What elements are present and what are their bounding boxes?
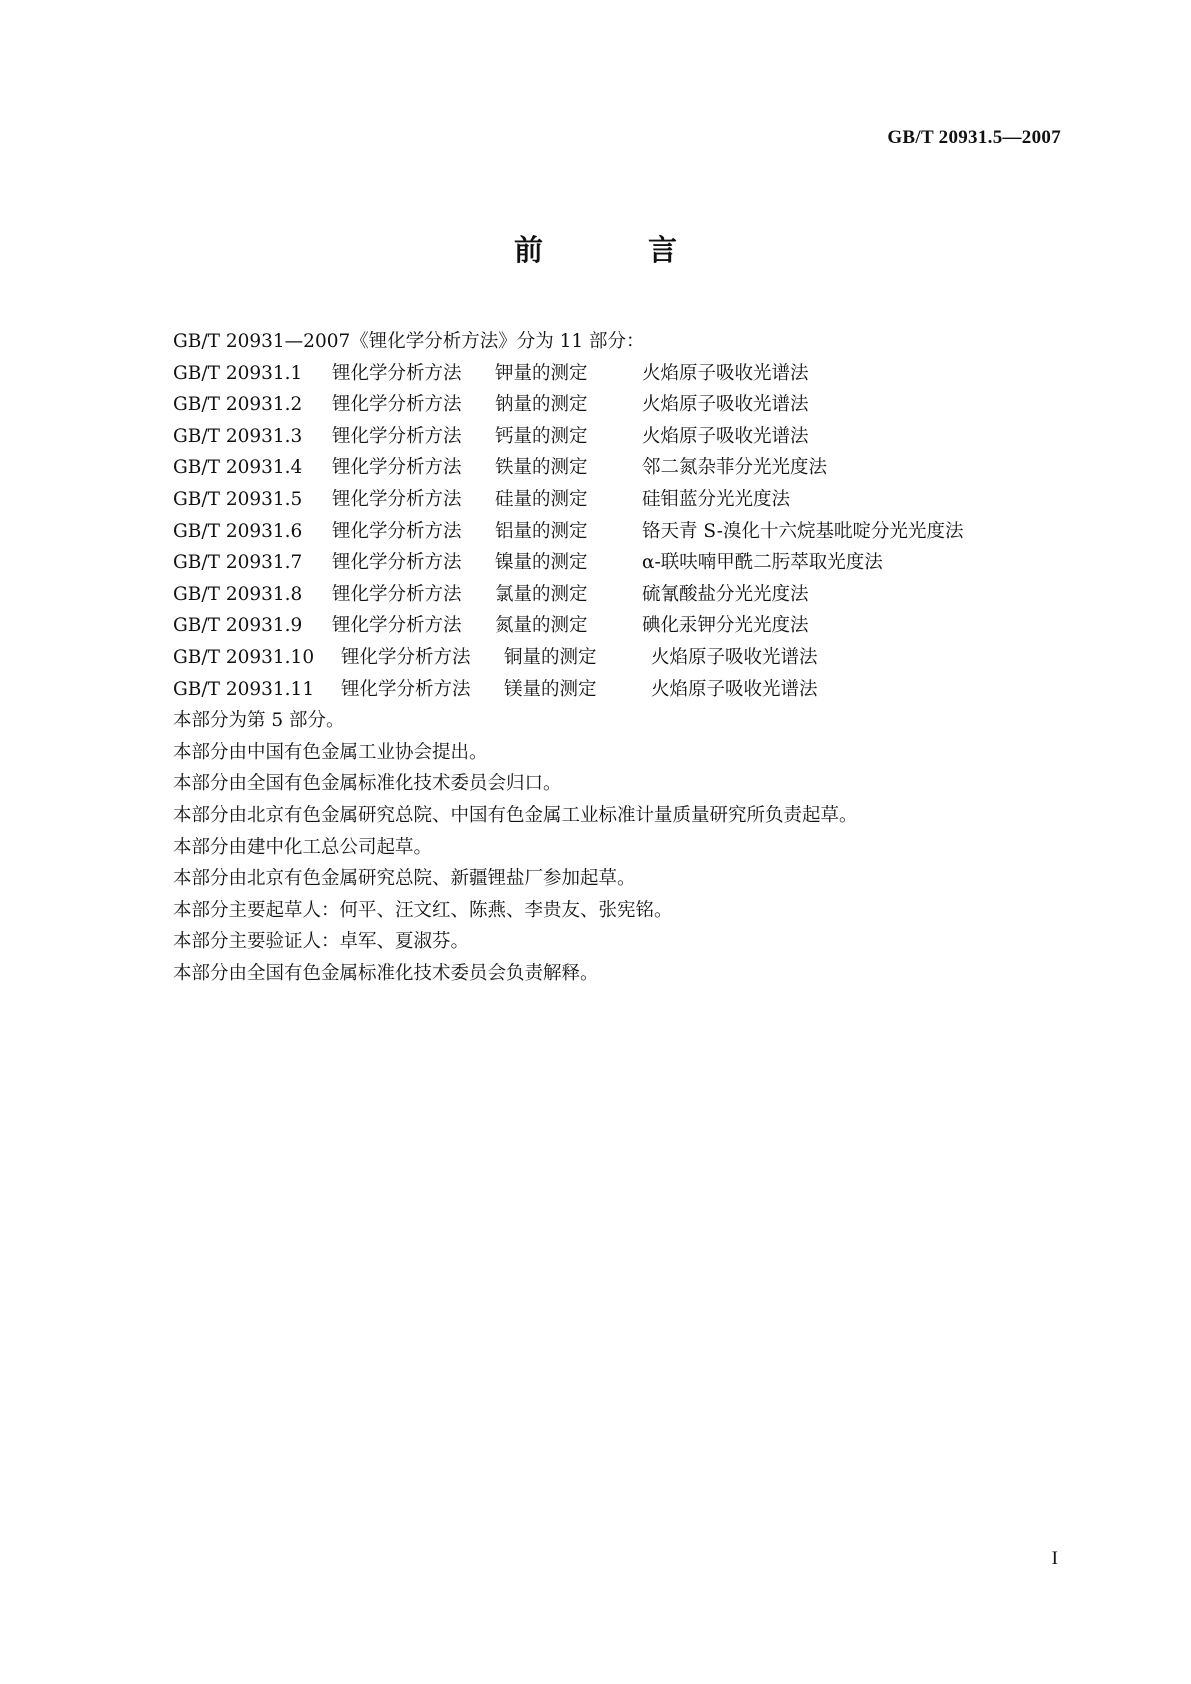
part-code: GB/T 20931.9 xyxy=(173,615,303,637)
list-item xyxy=(173,579,1073,611)
statement-line: 本部分由中国有色金属工业协会提出。 xyxy=(173,741,488,763)
part-method: 锂化学分析方法 xyxy=(332,615,462,637)
part-technique: 邻二氮杂菲分光光度法 xyxy=(642,457,828,479)
part-technique: 火焰原子吸收光谱法 xyxy=(642,362,809,384)
part-item: 镁量的测定 xyxy=(504,678,597,700)
part-item: 铜量的测定 xyxy=(504,646,597,668)
page-title: 前 言 xyxy=(513,233,715,267)
part-item: 氮量的测定 xyxy=(495,615,588,637)
statement-line: 本部分由北京有色金属研究总院、中国有色金属工业标准计量质量研究所负责起草。 xyxy=(173,804,858,826)
list-item xyxy=(173,358,1073,390)
part-item: 氯量的测定 xyxy=(495,583,588,605)
part-code: GB/T 20931.10 xyxy=(173,646,315,668)
part-item: 钾量的测定 xyxy=(495,362,588,384)
part-method: 锂化学分析方法 xyxy=(332,583,462,605)
statement-line: 本部分为第 5 部分。 xyxy=(173,710,345,732)
part-method: 锂化学分析方法 xyxy=(341,646,471,668)
part-technique: 碘化汞钾分光光度法 xyxy=(642,615,809,637)
list-item xyxy=(173,484,1073,516)
part-item: 镍量的测定 xyxy=(495,552,588,574)
part-code: GB/T 20931.7 xyxy=(173,552,303,574)
statement-line: 本部分由北京有色金属研究总院、新疆锂盐厂参加起草。 xyxy=(173,868,636,890)
part-method: 锂化学分析方法 xyxy=(341,678,471,700)
part-technique: 火焰原子吸收光谱法 xyxy=(651,678,818,700)
part-technique: 火焰原子吸收光谱法 xyxy=(642,425,809,447)
part-code: GB/T 20931.2 xyxy=(173,394,303,416)
statements-list xyxy=(173,705,1073,989)
part-technique: α-联呋喃甲酰二肟萃取光度法 xyxy=(642,552,883,574)
part-code: GB/T 20931.5 xyxy=(173,488,303,510)
list-item xyxy=(173,389,1073,421)
part-item: 钙量的测定 xyxy=(495,425,588,447)
part-technique: 硫氰酸盐分光光度法 xyxy=(642,583,809,605)
part-method: 锂化学分析方法 xyxy=(332,457,462,479)
part-technique: 火焰原子吸收光谱法 xyxy=(651,646,818,668)
foreword-body xyxy=(173,326,1073,989)
list-item xyxy=(173,610,1073,642)
statement-line: 本部分由全国有色金属标准化技术委员会负责解释。 xyxy=(173,962,599,984)
page-number: I xyxy=(1051,1548,1058,1569)
statement-line: 本部分主要验证人：卓军、夏淑芬。 xyxy=(173,931,470,953)
standard-code: GB/T 20931.5—2007 xyxy=(887,127,1061,148)
list-item xyxy=(173,421,1073,453)
statement-line: 本部分由全国有色金属标准化技术委员会归口。 xyxy=(173,773,562,795)
intro-line: GB/T 20931—2007《锂化学分析方法》分为 11 部分： xyxy=(173,331,645,352)
part-method: 锂化学分析方法 xyxy=(332,520,462,542)
list-item xyxy=(173,516,1073,548)
part-technique: 硅钼蓝分光光度法 xyxy=(642,488,791,510)
part-technique: 铬天青 S-溴化十六烷基吡啶分光光度法 xyxy=(642,520,964,542)
statement-line: 本部分主要起草人：何平、汪文红、陈燕、李贵友、张宪铭。 xyxy=(173,899,673,921)
statement-line: 本部分由建中化工总公司起草。 xyxy=(173,836,433,858)
part-method: 锂化学分析方法 xyxy=(332,552,462,574)
part-method: 锂化学分析方法 xyxy=(332,488,462,510)
list-item xyxy=(173,674,1073,706)
part-code: GB/T 20931.3 xyxy=(173,425,303,447)
part-technique: 火焰原子吸收光谱法 xyxy=(642,394,809,416)
list-item xyxy=(173,642,1073,674)
part-method: 锂化学分析方法 xyxy=(332,425,462,447)
part-code: GB/T 20931.11 xyxy=(173,678,315,700)
part-item: 铝量的测定 xyxy=(495,520,588,542)
part-code: GB/T 20931.8 xyxy=(173,583,303,605)
part-item: 钠量的测定 xyxy=(495,394,588,416)
part-code: GB/T 20931.1 xyxy=(173,362,303,384)
part-method: 锂化学分析方法 xyxy=(332,394,462,416)
part-method: 锂化学分析方法 xyxy=(332,362,462,384)
part-code: GB/T 20931.6 xyxy=(173,520,303,542)
list-item xyxy=(173,547,1073,579)
parts-list xyxy=(173,358,1073,706)
part-item: 铁量的测定 xyxy=(495,457,588,479)
part-code: GB/T 20931.4 xyxy=(173,457,303,479)
part-item: 硅量的测定 xyxy=(495,488,588,510)
list-item xyxy=(173,452,1073,484)
